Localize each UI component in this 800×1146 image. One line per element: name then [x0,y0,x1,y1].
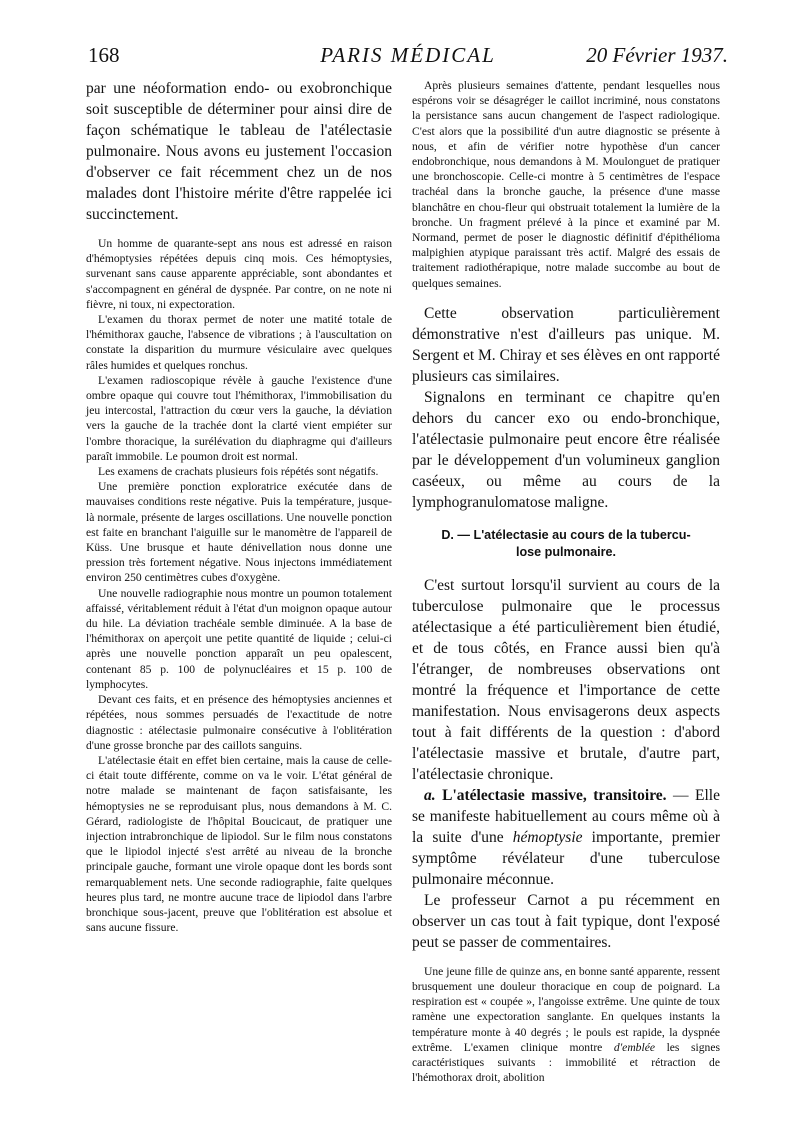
body-paragraph: Cette observation particulièrement démonstrative n'est d'ailleurs pas unique. M. Sergent et M. Chiray et ses élèves en ont rapporté plusieurs cas similaires. [412,304,720,385]
case-paragraph: Devant ces faits, et en présence des hémoptysies anciennes et répétées, nous sommes persuadés de l'exactitude de notre diagnostic : atélectasie pulmonaire consécutive à l'oblitération d'une grosse bronche par des caillots sanguins. [86,693,392,752]
journal-title: PARIS MÉDICAL [320,43,496,67]
case-paragraph: L'examen radioscopique révèle à gauche l'existence d'une ombre opaque qui couvre tout l'hémithorax, l'immobilisation du jeu intercostal, l'attraction du cœur vers la gauche, la déviation vers la gauche de la trachée dont la clarté vient empiéter sur l'ombre thoracique, la surélévation du diaphragme qui d'ailleurs paraît immobile. Le poumon droit est normal. [86,373,392,463]
case-paragraph: Un homme de quarante-sept ans nous est adressé en raison d'hémoptysies répétées depuis cinq mois. Ces hémoptysies, survenant sans cause apparente appréciable, sont abondantes et s'accompagnent en général de dyspnée. Par contre, on ne note ni fièvre, ni toux, ni expectoration. [86,237,392,311]
case-paragraph: Une première ponction exploratrice exécutée dans de mauvaises conditions reste négative. Puis la température, jusque-là normale, présente de larges oscillations. Une nouvelle ponction est faite en branchant l'aiguille sur le manomètre de l'appareil de Küss. Une brusque et haute dénivellation nous donne une pression très fortement négative. Nous injectons immédiatement environ 250 centimètres cubes d'oxygène. [86,480,392,585]
emphasis: hémoptysie [512,828,583,846]
right-column [412,78,720,1085]
body-text: les signes caractéristiques suivants : immobilité et rétraction de l'hémothorax droit, abolition [412,1040,720,1085]
body-paragraph: Signalons en terminant ce chapitre qu'en dehors du cancer exo ou endo-bronchique, l'atélectasie pulmonaire peut encore être réalisée par le développement d'un volumineux ganglion caséeux, ou même au cours de la lymphogranulomatose maligne. [412,388,720,511]
body-text: Une jeune fille de quinze ans, en bonne santé apparente, ressent brusquement une douleur thoracique en coup de poignard. La respiration est « coupée », l'angoisse extrême. Une quinte de toux ramène une expectoration sanglante. En quelques instants la température monte à 40 degrés ; le pouls est rapide, la dyspnée extrême. L'examen clinique montre [412,964,720,1054]
section-heading-line: lose pulmonaire. [515,544,617,559]
issue-date: 20 Février 1937. [586,43,728,67]
case-paragraph: L'atélectasie était en effet bien certaine, mais la cause de celle-ci était toute différente, comme on va le voir. L'état général de notre malade se maintenant de façon satisfaisante, les hémoptysies ne se reproduisant plus, nous demandons à M. C. Gérard, radiologiste de l'hôpital Boucicaut, de pratiquer une injection intrabronchique de lipiodol. Sur le film nous constatons que le lipiodol injecté s'est arrêté au niveau de la bronche principale gauche, formant une virole opaque dont les bords sont remarquablement nets. Une seconde radiographie, faite quelques heures plus tard, ne montre aucune trace de lipiodol dans l'arbre bronchique sous-jacent, preuve que l'oblitération est absolue et sans aucune fissure. [86,753,392,935]
intro-paragraph: par une néoformation endo- ou exobronchique soit susceptible de déterminer pour ainsi dire de façon schématique le tableau de l'atélectasie pulmonaire. Nous avons eu justement l'occasion d'observer ce fait récemment chez un de nos malades dont l'histoire mérite d'être rappelée ici succinctement. [86,80,392,223]
case-paragraph: Après plusieurs semaines d'attente, pendant lesquelles nous espérons voir se désagréger le caillot incriminé, nous constatons la persistance sans aucun changement de l'aspect radiologique. C'est alors que la possibilité d'un autre diagnostic se présente à nous, et afin de vérifier notre hypothèse d'un cancer endobronchique, nous demandons à M. Moulonguet de pratiquer une bronchoscopie. Celle-ci montre à 5 centimètres de l'espace trachéal dans la bronche gauche, la présence d'une masse blanchâtre en chou-fleur qui obstruait totalement la lumière de la bronche. Un fragment prélevé à la pince et examiné par M. Normand, permet de poser le diagnostic définitif d'épithélioma malpighien atypique paraissant très actif. Malgré des essais de traitement radiothérapique, notre malade succombe au bout de quelques semaines. [412,79,720,290]
body-text: — Elle se manifeste habituellement au cours même où à la suite d'une [412,786,720,846]
emphasis: d'emblée [613,1040,655,1054]
case-paragraph: Les examens de crachats plusieurs fois répétés sont négatifs. [98,465,379,479]
section-heading [412,527,720,561]
subsection-title: L'atélectasie massive, transitoire. [442,786,667,804]
body-paragraph [412,785,720,890]
case-paragraph: L'examen du thorax permet de noter une matité totale de l'hémithorax gauche, l'absence de vibrations ; à l'auscultation on constate la disparition du murmure vésiculaire avec quelques râles humides et quelques ronchus. [86,313,392,372]
case-paragraph [412,964,720,1086]
left-column [86,78,392,935]
section-heading-line: D. — L'atélectasie au cours de la tubercu- [441,527,691,542]
body-paragraph: Le professeur Carnot a pu récemment en observer un cas tout à fait typique, dont l'exposé peut se passer de commentaires. [412,891,720,951]
case-paragraph: Une nouvelle radiographie nous montre un poumon totalement affaissé, véritablement réduit à l'état d'un moignon opaque autour du hile. La déviation trachéale semble diminuée. A la base de l'hémithorax on aperçoit une petite quantité de liquide ; celui-ci après une nouvelle ponction apparaît un peu opalescent, contenant 85 p. 100 de polynucléaires et 15 p. 100 de lymphocytes. [86,586,392,691]
body-text: importante, premier symptôme révélateur d'une tuberculose pulmonaire méconnue. [412,828,720,888]
body-paragraph: C'est surtout lorsqu'il survient au cours de la tuberculose pulmonaire que le processus atélectasique a été particulièrement bien étudié, et de tous côtés, en France aussi bien qu'à l'étranger, de nombreuses observations ont montré la fréquence et l'importance de cette manifestation. Nous envisagerons deux aspects tout à fait différents de la question : d'abord l'atélectasie massive et brutale, d'autre part, l'atélectasie chronique. [412,576,720,783]
subsection-label: a. [424,786,436,804]
page-header [88,42,728,72]
page-number: 168 [88,43,120,67]
